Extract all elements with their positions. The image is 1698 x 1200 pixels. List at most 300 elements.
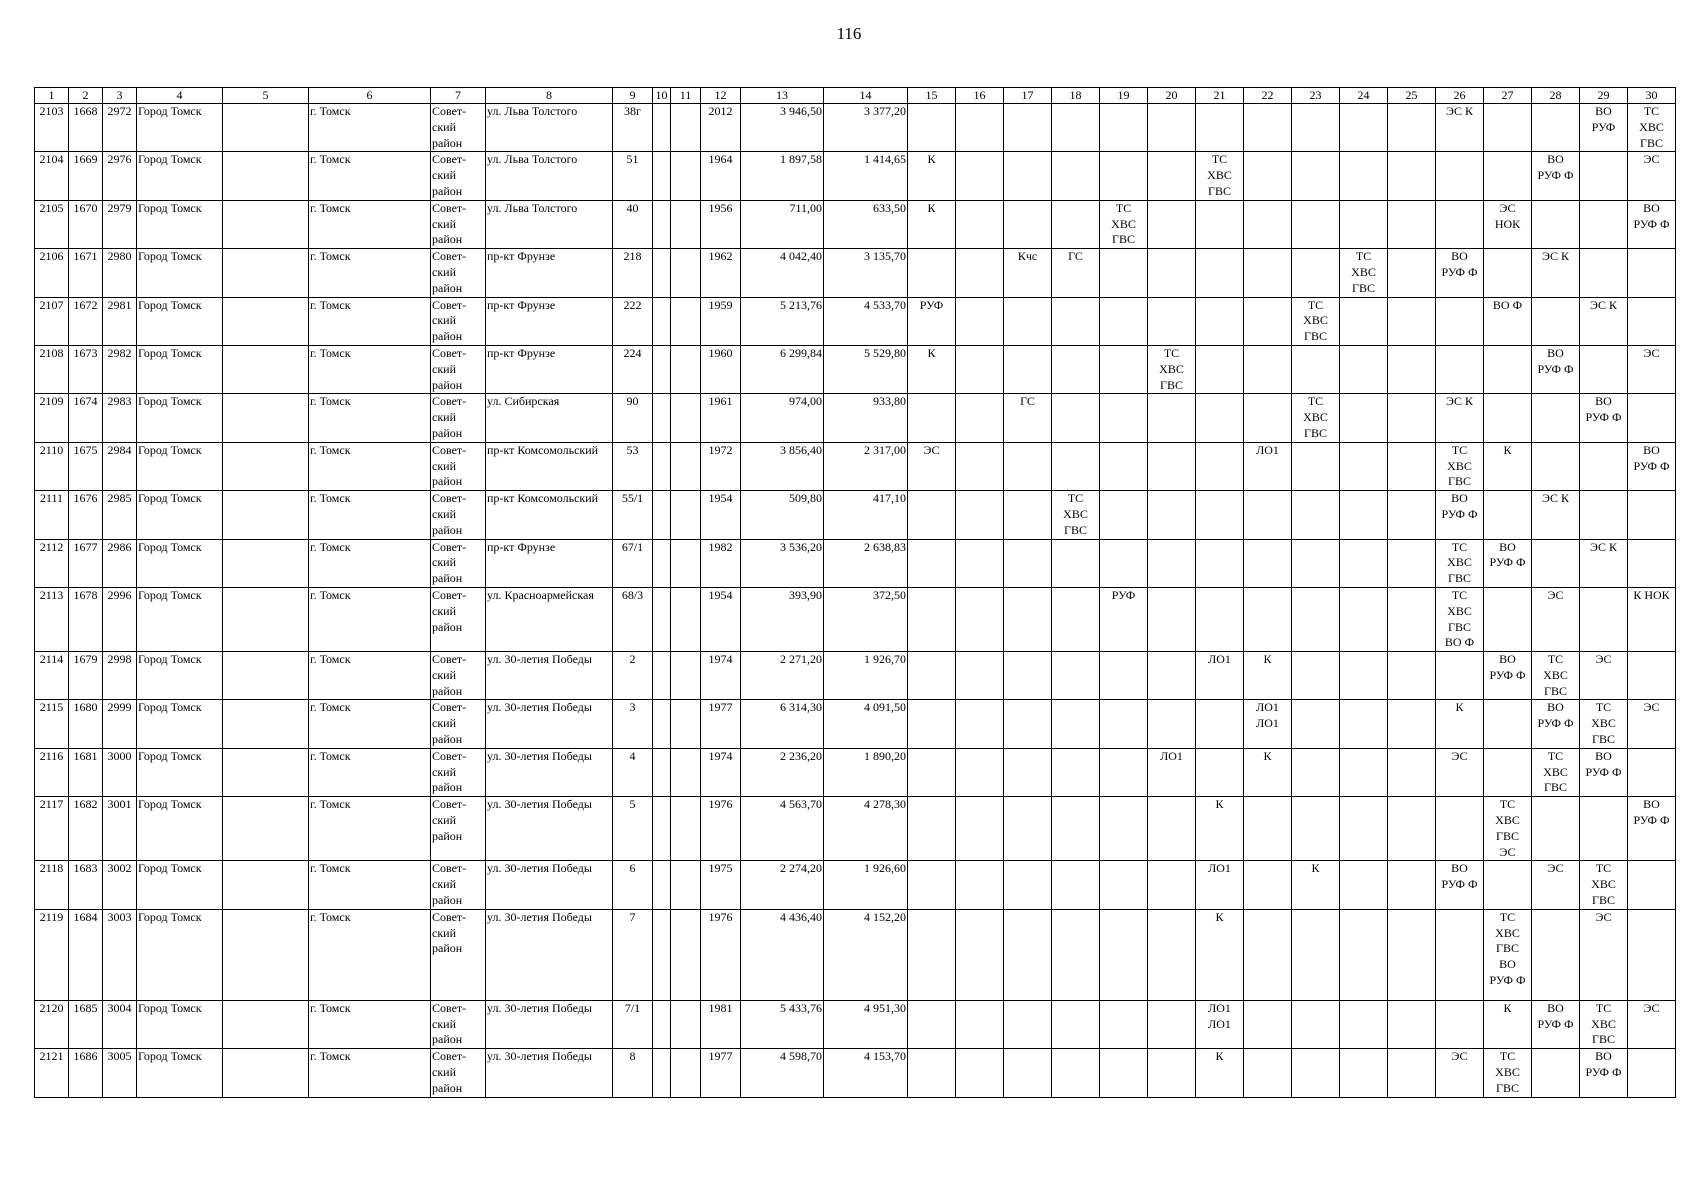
cell-col-13: 711,00 [741, 200, 824, 248]
cell-col-2: 1683 [69, 861, 103, 909]
cell-col-4: Город Томск [137, 797, 223, 861]
cell-col-23 [1292, 700, 1340, 748]
cell-col-18 [1052, 797, 1100, 861]
cell-col-4: Город Томск [137, 748, 223, 796]
cell-col-3: 2976 [103, 152, 137, 200]
cell-col-18 [1052, 1000, 1100, 1048]
cell-col-7: Совет- ский район [431, 1049, 486, 1097]
cell-col-20 [1148, 200, 1196, 248]
cell-col-16 [956, 104, 1004, 152]
cell-col-29: ТС ХВС ГВС [1580, 861, 1628, 909]
cell-col-27 [1484, 394, 1532, 442]
cell-col-27 [1484, 748, 1532, 796]
cell-col-1: 2117 [35, 797, 69, 861]
cell-col-13: 2 274,20 [741, 861, 824, 909]
cell-col-26 [1436, 345, 1484, 393]
cell-col-15: ЭС [908, 442, 956, 490]
cell-col-13: 4 436,40 [741, 909, 824, 1000]
cell-col-15 [908, 797, 956, 861]
cell-col-17 [1004, 909, 1052, 1000]
cell-col-15 [908, 104, 956, 152]
table-row [35, 297, 1676, 345]
cell-col-16 [956, 797, 1004, 861]
cell-col-12: 1975 [701, 861, 741, 909]
cell-col-15 [908, 587, 956, 651]
cell-col-21 [1196, 200, 1244, 248]
cell-col-14: 4 951,30 [824, 1000, 908, 1048]
cell-col-12: 1964 [701, 152, 741, 200]
cell-col-30 [1628, 748, 1676, 796]
table-row [35, 652, 1676, 700]
cell-col-17: Кчс [1004, 249, 1052, 297]
cell-col-10 [653, 297, 671, 345]
cell-col-16 [956, 861, 1004, 909]
table-row [35, 587, 1676, 651]
cell-col-2: 1674 [69, 394, 103, 442]
cell-col-1: 2120 [35, 1000, 69, 1048]
cell-col-10 [653, 104, 671, 152]
cell-col-27: ТС ХВС ГВС ЭС [1484, 797, 1532, 861]
cell-col-4: Город Томск [137, 909, 223, 1000]
cell-col-24 [1340, 700, 1388, 748]
cell-col-1: 2116 [35, 748, 69, 796]
column-number-15: 15 [908, 88, 956, 104]
cell-col-21 [1196, 297, 1244, 345]
cell-col-26 [1436, 297, 1484, 345]
cell-col-2: 1671 [69, 249, 103, 297]
cell-col-19 [1100, 909, 1148, 1000]
cell-col-20 [1148, 700, 1196, 748]
cell-col-9: 7/1 [613, 1000, 653, 1048]
column-number-10: 10 [653, 88, 671, 104]
cell-col-20 [1148, 652, 1196, 700]
cell-col-18 [1052, 1049, 1100, 1097]
cell-col-28 [1532, 909, 1580, 1000]
cell-col-16 [956, 700, 1004, 748]
cell-col-28 [1532, 104, 1580, 152]
cell-col-7: Совет- ский район [431, 748, 486, 796]
cell-col-22 [1244, 152, 1292, 200]
cell-col-4: Город Томск [137, 200, 223, 248]
cell-col-25 [1388, 442, 1436, 490]
cell-col-29: ВО РУФ Ф [1580, 394, 1628, 442]
cell-col-25 [1388, 909, 1436, 1000]
cell-col-15 [908, 491, 956, 539]
cell-col-28: ВО РУФ Ф [1532, 1000, 1580, 1048]
cell-col-6: г. Томск [309, 909, 431, 1000]
cell-col-20 [1148, 442, 1196, 490]
cell-col-21 [1196, 539, 1244, 587]
cell-col-1: 2119 [35, 909, 69, 1000]
cell-col-27 [1484, 587, 1532, 651]
cell-col-5 [223, 1000, 309, 1048]
cell-col-30 [1628, 861, 1676, 909]
cell-col-5 [223, 861, 309, 909]
cell-col-12: 1954 [701, 587, 741, 651]
cell-col-9: 3 [613, 700, 653, 748]
cell-col-27 [1484, 249, 1532, 297]
cell-col-11 [671, 861, 701, 909]
cell-col-27: ВО РУФ Ф [1484, 652, 1532, 700]
cell-col-8: пр-кт Комсомольский [486, 491, 613, 539]
cell-col-23: ТС ХВС ГВС [1292, 297, 1340, 345]
cell-col-23 [1292, 491, 1340, 539]
cell-col-3: 3000 [103, 748, 137, 796]
cell-col-29 [1580, 442, 1628, 490]
cell-col-22 [1244, 491, 1292, 539]
cell-col-7: Совет- ский район [431, 249, 486, 297]
cell-col-6: г. Томск [309, 104, 431, 152]
cell-col-4: Город Томск [137, 152, 223, 200]
cell-col-25 [1388, 587, 1436, 651]
cell-col-17 [1004, 861, 1052, 909]
cell-col-28: ТС ХВС ГВС [1532, 748, 1580, 796]
cell-col-19 [1100, 1000, 1148, 1048]
column-number-24: 24 [1340, 88, 1388, 104]
cell-col-11 [671, 1000, 701, 1048]
column-number-7: 7 [431, 88, 486, 104]
table-row [35, 442, 1676, 490]
cell-col-5 [223, 748, 309, 796]
cell-col-7: Совет- ский район [431, 909, 486, 1000]
cell-col-28 [1532, 297, 1580, 345]
cell-col-30: ВО РУФ Ф [1628, 200, 1676, 248]
cell-col-25 [1388, 1000, 1436, 1048]
cell-col-14: 4 091,50 [824, 700, 908, 748]
cell-col-10 [653, 345, 671, 393]
cell-col-3: 2999 [103, 700, 137, 748]
cell-col-9: 67/1 [613, 539, 653, 587]
cell-col-11 [671, 587, 701, 651]
cell-col-25 [1388, 491, 1436, 539]
cell-col-22 [1244, 539, 1292, 587]
cell-col-30 [1628, 1049, 1676, 1097]
cell-col-12: 1974 [701, 748, 741, 796]
cell-col-26: ЭС [1436, 748, 1484, 796]
cell-col-25 [1388, 152, 1436, 200]
cell-col-17 [1004, 1049, 1052, 1097]
cell-col-6: г. Томск [309, 1000, 431, 1048]
cell-col-8: ул. Льва Толстого [486, 104, 613, 152]
cell-col-20 [1148, 861, 1196, 909]
cell-col-26 [1436, 652, 1484, 700]
cell-col-13: 4 563,70 [741, 797, 824, 861]
cell-col-15 [908, 394, 956, 442]
cell-col-3: 2979 [103, 200, 137, 248]
cell-col-11 [671, 491, 701, 539]
cell-col-23 [1292, 748, 1340, 796]
cell-col-29: ТС ХВС ГВС [1580, 700, 1628, 748]
cell-col-16 [956, 297, 1004, 345]
cell-col-8: пр-кт Фрунзе [486, 539, 613, 587]
cell-col-24 [1340, 442, 1388, 490]
cell-col-26: ТС ХВС ГВС [1436, 442, 1484, 490]
column-number-16: 16 [956, 88, 1004, 104]
cell-col-13: 5 433,76 [741, 1000, 824, 1048]
cell-col-30 [1628, 394, 1676, 442]
cell-col-6: г. Томск [309, 394, 431, 442]
cell-col-22 [1244, 861, 1292, 909]
cell-col-7: Совет- ский район [431, 491, 486, 539]
cell-col-6: г. Томск [309, 297, 431, 345]
cell-col-17 [1004, 797, 1052, 861]
cell-col-16 [956, 587, 1004, 651]
cell-col-13: 2 271,20 [741, 652, 824, 700]
cell-col-13: 6 299,84 [741, 345, 824, 393]
cell-col-29 [1580, 152, 1628, 200]
cell-col-8: ул. 30-летия Победы [486, 861, 613, 909]
cell-col-11 [671, 652, 701, 700]
cell-col-19: РУФ [1100, 587, 1148, 651]
cell-col-8: пр-кт Фрунзе [486, 249, 613, 297]
cell-col-10 [653, 587, 671, 651]
cell-col-14: 3 135,70 [824, 249, 908, 297]
cell-col-25 [1388, 104, 1436, 152]
cell-col-2: 1686 [69, 1049, 103, 1097]
cell-col-19 [1100, 491, 1148, 539]
table-row [35, 700, 1676, 748]
cell-col-28: ЭС [1532, 587, 1580, 651]
cell-col-2: 1678 [69, 587, 103, 651]
cell-col-4: Город Томск [137, 539, 223, 587]
cell-col-4: Город Томск [137, 861, 223, 909]
cell-col-11 [671, 394, 701, 442]
cell-col-20 [1148, 539, 1196, 587]
cell-col-16 [956, 652, 1004, 700]
cell-col-14: 633,50 [824, 200, 908, 248]
cell-col-10 [653, 200, 671, 248]
page-number: 116 [836, 24, 862, 43]
column-number-25: 25 [1388, 88, 1436, 104]
cell-col-14: 372,50 [824, 587, 908, 651]
column-number-22: 22 [1244, 88, 1292, 104]
cell-col-5 [223, 249, 309, 297]
cell-col-30 [1628, 909, 1676, 1000]
cell-col-23 [1292, 345, 1340, 393]
cell-col-9: 53 [613, 442, 653, 490]
column-number-26: 26 [1436, 88, 1484, 104]
cell-col-9: 7 [613, 909, 653, 1000]
cell-col-24 [1340, 652, 1388, 700]
cell-col-17: ГС [1004, 394, 1052, 442]
cell-col-16 [956, 200, 1004, 248]
cell-col-30 [1628, 652, 1676, 700]
cell-col-9: 68/3 [613, 587, 653, 651]
cell-col-7: Совет- ский район [431, 700, 486, 748]
cell-col-19 [1100, 394, 1148, 442]
cell-col-12: 1959 [701, 297, 741, 345]
column-number-14: 14 [824, 88, 908, 104]
cell-col-28: ЭС К [1532, 491, 1580, 539]
cell-col-13: 3 946,50 [741, 104, 824, 152]
cell-col-5 [223, 909, 309, 1000]
cell-col-9: 8 [613, 1049, 653, 1097]
cell-col-3: 3005 [103, 1049, 137, 1097]
cell-col-16 [956, 249, 1004, 297]
cell-col-8: ул. 30-летия Победы [486, 652, 613, 700]
cell-col-26: ЭС [1436, 1049, 1484, 1097]
cell-col-27 [1484, 700, 1532, 748]
cell-col-25 [1388, 700, 1436, 748]
cell-col-26: ВО РУФ Ф [1436, 491, 1484, 539]
cell-col-23: ТС ХВС ГВС [1292, 394, 1340, 442]
cell-col-1: 2107 [35, 297, 69, 345]
cell-col-12: 1972 [701, 442, 741, 490]
column-number-11: 11 [671, 88, 701, 104]
cell-col-12: 1981 [701, 1000, 741, 1048]
cell-col-21 [1196, 345, 1244, 393]
cell-col-22 [1244, 345, 1292, 393]
cell-col-7: Совет- ский район [431, 587, 486, 651]
cell-col-16 [956, 152, 1004, 200]
cell-col-24 [1340, 861, 1388, 909]
cell-col-21 [1196, 748, 1244, 796]
cell-col-25 [1388, 345, 1436, 393]
cell-col-29: ТС ХВС ГВС [1580, 1000, 1628, 1048]
cell-col-11 [671, 104, 701, 152]
cell-col-9: 218 [613, 249, 653, 297]
cell-col-11 [671, 442, 701, 490]
cell-col-23 [1292, 909, 1340, 1000]
cell-col-15 [908, 700, 956, 748]
cell-col-28: ВО РУФ Ф [1532, 345, 1580, 393]
cell-col-27 [1484, 152, 1532, 200]
cell-col-13: 974,00 [741, 394, 824, 442]
cell-col-27: К [1484, 1000, 1532, 1048]
table-row [35, 249, 1676, 297]
cell-col-7: Совет- ский район [431, 297, 486, 345]
cell-col-28: ВО РУФ Ф [1532, 700, 1580, 748]
table-row [35, 200, 1676, 248]
cell-col-22 [1244, 104, 1292, 152]
cell-col-5 [223, 539, 309, 587]
cell-col-24 [1340, 152, 1388, 200]
cell-col-12: 1976 [701, 797, 741, 861]
cell-col-24 [1340, 909, 1388, 1000]
column-number-8: 8 [486, 88, 613, 104]
cell-col-17 [1004, 587, 1052, 651]
cell-col-1: 2115 [35, 700, 69, 748]
cell-col-1: 2108 [35, 345, 69, 393]
cell-col-27: ЭС НОК [1484, 200, 1532, 248]
cell-col-15 [908, 652, 956, 700]
cell-col-15 [908, 1000, 956, 1048]
cell-col-30: ЭС [1628, 345, 1676, 393]
cell-col-19 [1100, 152, 1148, 200]
cell-col-27: К [1484, 442, 1532, 490]
cell-col-2: 1679 [69, 652, 103, 700]
cell-col-4: Город Томск [137, 249, 223, 297]
cell-col-22 [1244, 297, 1292, 345]
cell-col-3: 3004 [103, 1000, 137, 1048]
cell-col-22 [1244, 1000, 1292, 1048]
cell-col-30: ЭС [1628, 152, 1676, 200]
cell-col-21: ЛО1 [1196, 861, 1244, 909]
cell-col-5 [223, 152, 309, 200]
cell-col-19 [1100, 797, 1148, 861]
cell-col-29: ЭС К [1580, 297, 1628, 345]
cell-col-17 [1004, 700, 1052, 748]
cell-col-14: 1 926,70 [824, 652, 908, 700]
cell-col-19 [1100, 539, 1148, 587]
cell-col-12: 1960 [701, 345, 741, 393]
cell-col-5 [223, 442, 309, 490]
cell-col-29: ЭС К [1580, 539, 1628, 587]
cell-col-4: Город Томск [137, 297, 223, 345]
cell-col-8: ул. 30-летия Победы [486, 1000, 613, 1048]
cell-col-28: ВО РУФ Ф [1532, 152, 1580, 200]
cell-col-15: РУФ [908, 297, 956, 345]
cell-col-6: г. Томск [309, 700, 431, 748]
cell-col-21 [1196, 394, 1244, 442]
cell-col-17 [1004, 491, 1052, 539]
cell-col-20 [1148, 1000, 1196, 1048]
cell-col-7: Совет- ский район [431, 861, 486, 909]
cell-col-24 [1340, 1000, 1388, 1048]
cell-col-4: Город Томск [137, 1049, 223, 1097]
cell-col-8: ул. Льва Толстого [486, 152, 613, 200]
cell-col-5 [223, 200, 309, 248]
cell-col-5 [223, 104, 309, 152]
cell-col-14: 4 152,20 [824, 909, 908, 1000]
cell-col-2: 1670 [69, 200, 103, 248]
cell-col-13: 393,90 [741, 587, 824, 651]
cell-col-30 [1628, 249, 1676, 297]
cell-col-24 [1340, 297, 1388, 345]
cell-col-1: 2103 [35, 104, 69, 152]
cell-col-16 [956, 909, 1004, 1000]
cell-col-25 [1388, 539, 1436, 587]
cell-col-9: 2 [613, 652, 653, 700]
cell-col-24 [1340, 345, 1388, 393]
cell-col-25 [1388, 861, 1436, 909]
table-row [35, 797, 1676, 861]
cell-col-28: ТС ХВС ГВС [1532, 652, 1580, 700]
cell-col-3: 2985 [103, 491, 137, 539]
cell-col-3: 2996 [103, 587, 137, 651]
cell-col-8: ул. Льва Толстого [486, 200, 613, 248]
cell-col-12: 1982 [701, 539, 741, 587]
cell-col-6: г. Томск [309, 861, 431, 909]
cell-col-17 [1004, 152, 1052, 200]
cell-col-13: 3 536,20 [741, 539, 824, 587]
cell-col-14: 4 153,70 [824, 1049, 908, 1097]
cell-col-6: г. Томск [309, 652, 431, 700]
cell-col-18 [1052, 104, 1100, 152]
cell-col-17 [1004, 748, 1052, 796]
cell-col-3: 2983 [103, 394, 137, 442]
cell-col-27: ВО РУФ Ф [1484, 539, 1532, 587]
cell-col-16 [956, 442, 1004, 490]
cell-col-7: Совет- ский район [431, 652, 486, 700]
column-number-13: 13 [741, 88, 824, 104]
cell-col-23 [1292, 587, 1340, 651]
cell-col-12: 1956 [701, 200, 741, 248]
cell-col-14: 1 890,20 [824, 748, 908, 796]
cell-col-11 [671, 909, 701, 1000]
cell-col-21 [1196, 700, 1244, 748]
data-table [34, 87, 1676, 1098]
cell-col-15 [908, 249, 956, 297]
cell-col-5 [223, 1049, 309, 1097]
cell-col-23 [1292, 152, 1340, 200]
cell-col-10 [653, 249, 671, 297]
cell-col-22: ЛО1 ЛО1 [1244, 700, 1292, 748]
cell-col-25 [1388, 797, 1436, 861]
cell-col-27: ТС ХВС ГВС ВО РУФ Ф [1484, 909, 1532, 1000]
cell-col-20 [1148, 152, 1196, 200]
cell-col-6: г. Томск [309, 442, 431, 490]
